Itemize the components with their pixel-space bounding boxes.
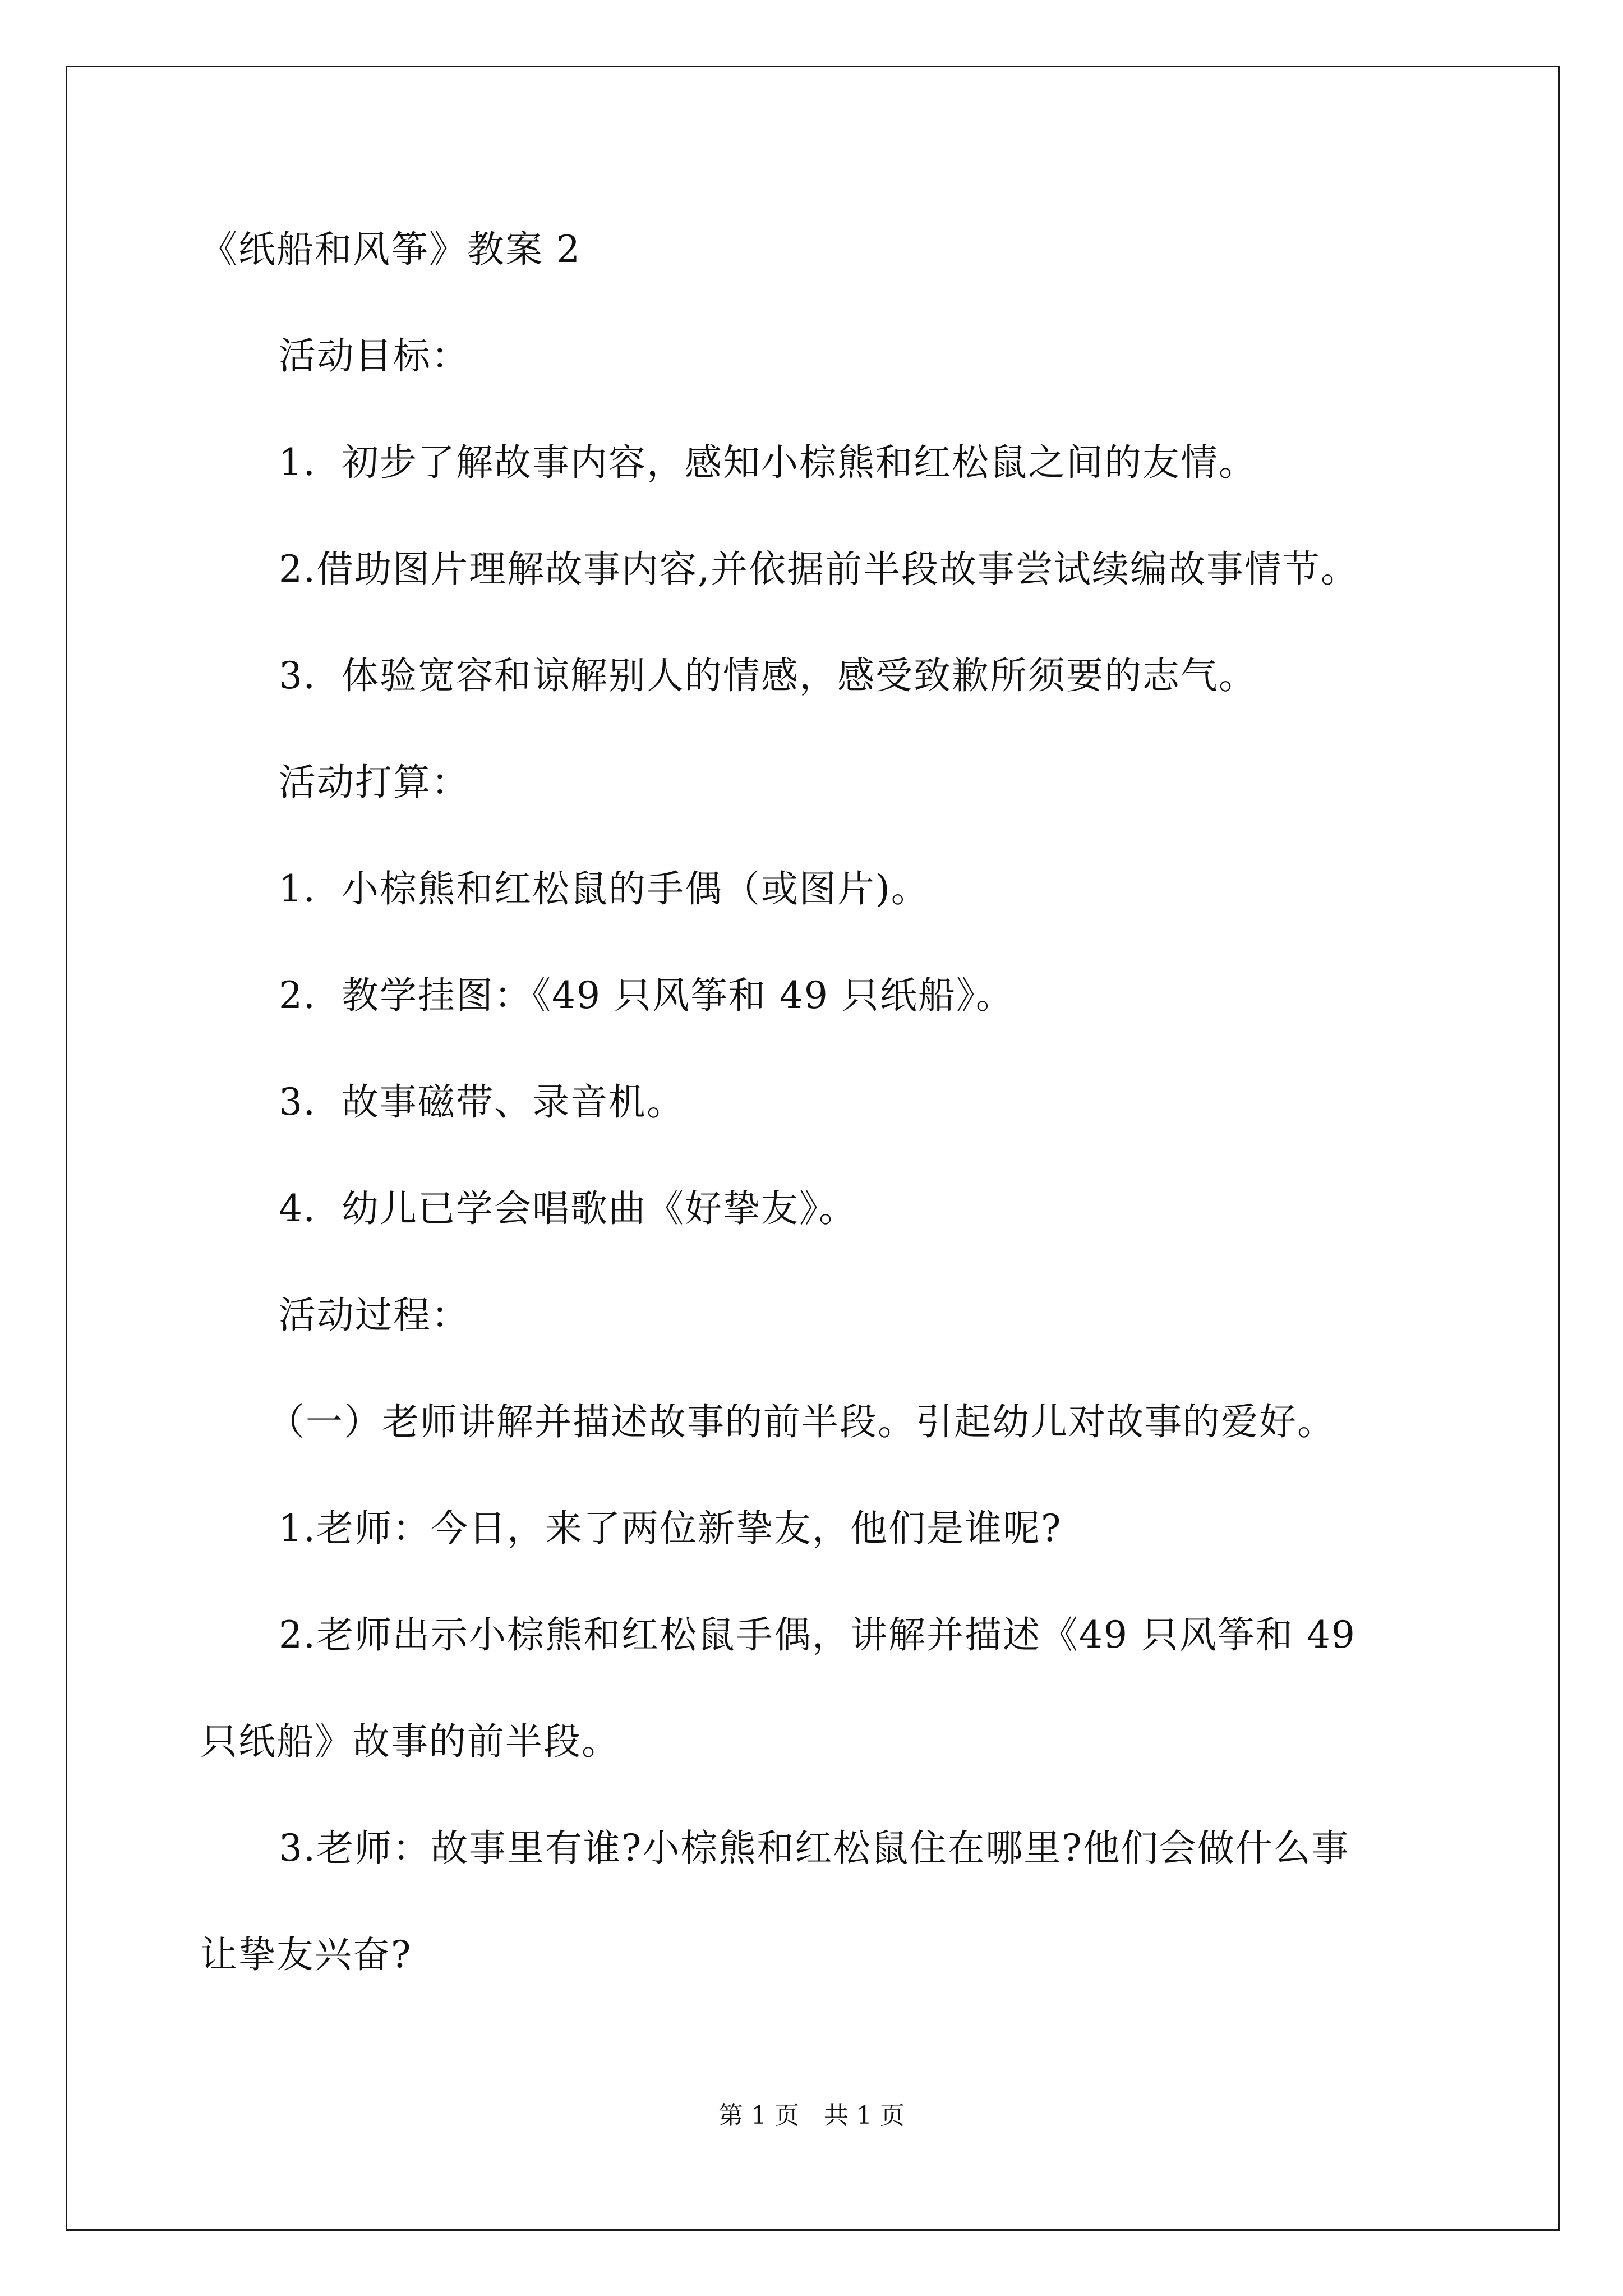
paragraph: 2.老师出示小棕熊和红松鼠手偶，讲解并描述《49 只风筝和 49	[279, 1613, 1356, 1657]
paragraph-continuation: 只纸船》故事的前半段。	[200, 1720, 620, 1763]
paragraph: 3．故事磁带、录音机。	[279, 1080, 685, 1124]
paragraph: 1．小棕熊和红松鼠的手偶（或图片)。	[279, 867, 929, 910]
paragraph: 4．幼儿已学会唱歌曲《好挚友》。	[279, 1187, 857, 1230]
paragraph-continuation: 让挚友兴奋?	[200, 1933, 412, 1976]
document-title: 《纸船和风筝》教案 2	[200, 228, 581, 271]
paragraph: 2.借助图片理解故事内容,并依据前半段故事尝试续编故事情节。	[279, 547, 1359, 591]
page-border	[66, 66, 1560, 2231]
paragraph: 1.老师：今日，来了两位新挚友，他们是谁呢?	[279, 1507, 1062, 1550]
paragraph: （一）老师讲解并描述故事的前半段。引起幼儿对故事的爱好。	[268, 1400, 1335, 1443]
page-number: 第 1 页 共 1 页	[718, 2101, 905, 2130]
paragraph: 3.老师：故事里有谁?小棕熊和红松鼠住在哪里?他们会做什么事	[279, 1826, 1350, 1870]
paragraph: 3．体验宽容和谅解别人的情感，感受致歉所须要的志气。	[279, 654, 1257, 697]
page-footer	[0, 2095, 1623, 2131]
section-heading-process: 活动过程：	[279, 1294, 469, 1337]
section-heading-goals: 活动目标：	[279, 334, 469, 378]
section-heading-prep: 活动打算：	[279, 761, 469, 804]
paragraph: 2．教学挂图：《49 只风筝和 49 只纸船》。	[279, 974, 1014, 1017]
paragraph: 1．初步了解故事内容，感知小棕熊和红松鼠之间的友情。	[279, 441, 1257, 484]
